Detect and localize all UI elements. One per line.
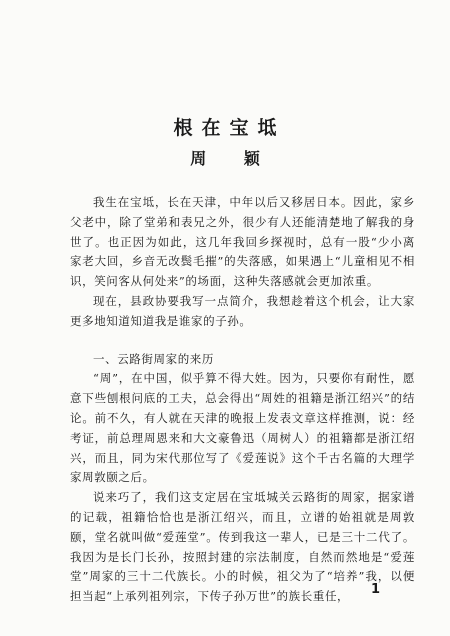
section-heading: 一、云路街周家的来历 — [93, 351, 214, 366]
author-name: 周 颖 — [190, 149, 276, 168]
page-title: 根在宝坻 — [173, 117, 286, 139]
paragraph-surname: “周”，在中国，似乎算不得大姓。因为，只要你有耐性，愿意下些刨根问底的工夫，总会得出“周姓的祖籍是浙江绍兴”的结论。前不久，有人就在天津的晚报上发表文章这样推测，说：经考证，前总理周恩来和大文豪鲁迅（周树人）的祖籍都是浙江绍兴，而且，同为宋代那位写了《爱莲说》这个千古名篇的大理学家周敦颐之后。 — [70, 371, 415, 485]
paragraph-genealogy: 说来巧了，我们这支定居在宝坻城关云路街的周家，据家谱的记载，祖籍恰恰也是浙江绍兴，而且，立谱的始祖就是周敦颐，堂名就叫做“爱莲堂”。传到我这一辈人，已是三十二代了。我因为是长门长孙，按照封建的宗法制度，自然而然地是“爱莲堂”周家的三十二代族长。小的时候，祖父为了“培养”我，以便担当起“上承列祖列宗，下传子孙万世”的族长重任， — [70, 490, 415, 604]
page-number: 1 — [370, 582, 380, 597]
paragraph-purpose: 现在，县政协要我写一点简介，我想趁着这个机会，让大家更多地知道知道我是谁家的子孙。 — [70, 293, 415, 328]
article-body — [70, 193, 415, 607]
paragraph-intro: 我生在宝坻，长在天津，中年以后又移居日本。因此，家乡父老中，除了堂弟和表兄之外，很少有人还能清楚地了解我的身世了。也正因为如此，这几年我回乡探视时，总有一股“少小离家老大回，乡音无改鬓毛摧”的失落感，如果遇上“儿童相见不相识，笑问客从何处来”的场面，这种失落感就会更加浓重。 — [70, 195, 415, 289]
